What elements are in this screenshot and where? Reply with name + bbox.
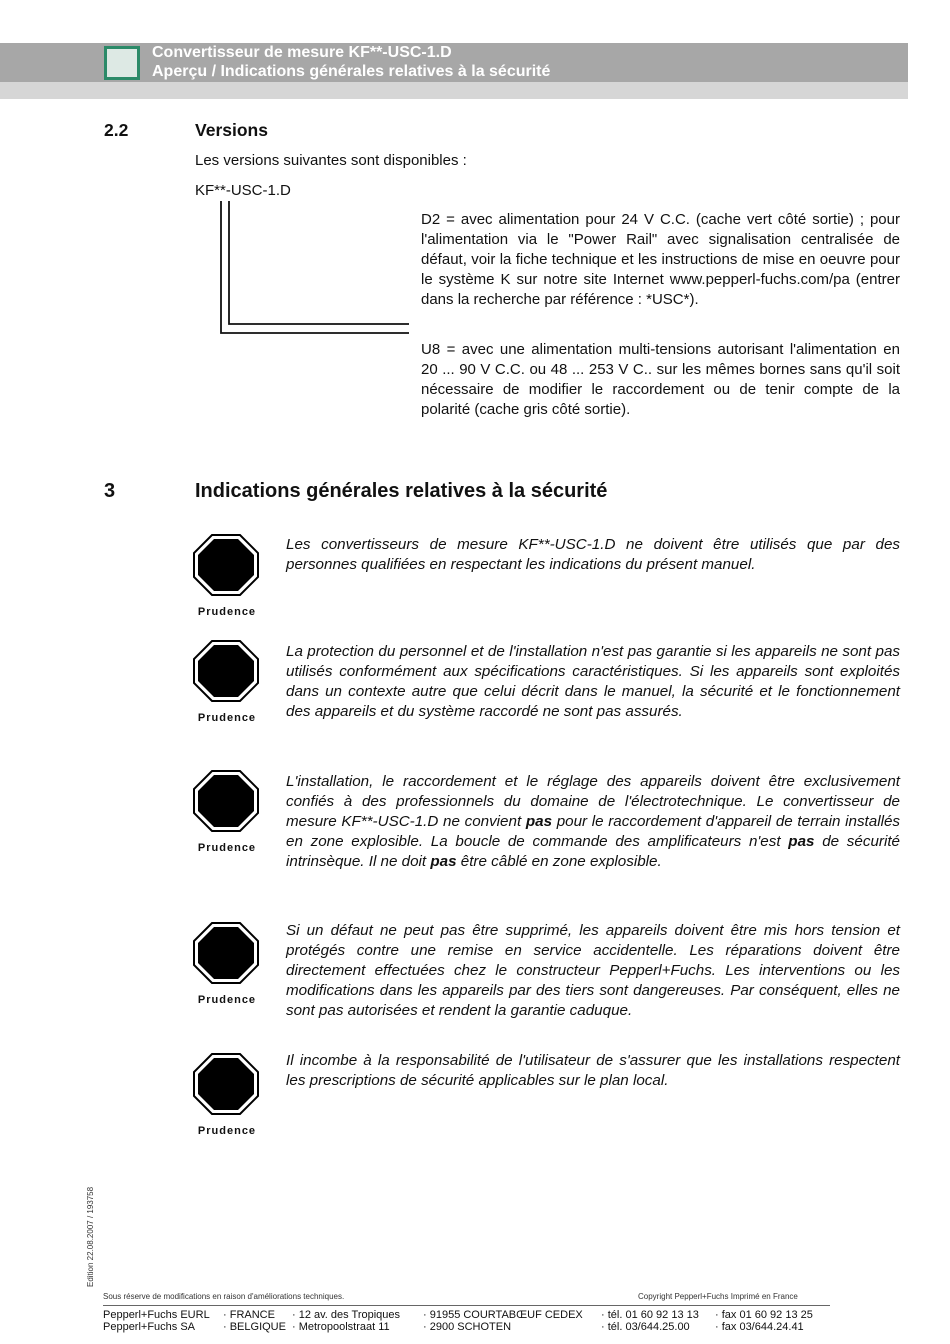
caution-text <box>286 1051 900 1091</box>
footer-phone: · tél. 03/644.25.00 <box>601 1321 690 1333</box>
caution-text <box>286 772 900 872</box>
version-d2-description: D2 = avec alimentation pour 24 V C.C. (cache vert côté sortie) ; pour l'alimentation via le "Power Rail" avec signalisation centralisée de défaut, voir la fiche technique et les instructions de mise en oeuvre pour le système K sur notre site Internet www.pepperl-fuchs.com/pa (entrer dans la recherche par référence : *USC*). <box>421 211 900 309</box>
footer-country: · BELGIQUE <box>223 1321 286 1333</box>
footer-street: · Metropoolstraat 11 <box>292 1321 390 1333</box>
caution-text-segment: Il incombe à la responsabilité de l'utilisateur de s'assurer que les installations respectent les prescriptions de sécurité applicables sur le plan local. <box>286 1052 900 1090</box>
footer-city: · 91955 COURTABŒUF CEDEX <box>423 1309 583 1321</box>
versions-intro: Les versions suivantes sont disponibles : <box>195 152 467 169</box>
footer-phone: · tél. 01 60 92 13 13 <box>601 1309 699 1321</box>
stop-sign-icon <box>193 1053 259 1115</box>
company-logo-square <box>104 46 140 80</box>
header-bar-underline <box>0 82 908 99</box>
version-u8-description: U8 = avec une alimentation multi-tensions autorisant l'alimentation en 20 ... 90 V C.C. ou 48 ... 253 V C.. sur les mêmes bornes sans qu'il soit nécessaire de modifier le raccordement ou de tenir compte de la polarité (cache gris côté sortie). <box>421 341 900 419</box>
footer-notice: Sous réserve de modifications en raison d'améliorations techniques. <box>103 1292 345 1301</box>
header-title-line1: Convertisseur de mesure KF**-USC-1.D <box>152 44 452 61</box>
section-title-safety: Indications générales relatives à la sécurité <box>195 480 608 502</box>
caution-block-icon <box>191 640 259 724</box>
section-number-3: 3 <box>104 480 116 502</box>
caution-text-segment: La protection du personnel et de l'installation n'est pas garantie si les appareils ne sont pas utilisés conformément aux spécifications caractéristiques. Si les appareils sont exploités dans un contexte autre que celui décrit dans le manuel, la sécurité et le fonctionnement des appareils et du système raccordé ne sont pas assurés. <box>286 643 900 721</box>
section-number-2-2: 2.2 <box>104 120 129 140</box>
caution-block-icon <box>191 770 259 854</box>
caution-text-segment: L'installation, le raccordement et le réglage des appareils doivent être exclusivement confiés à des professionnels du domaine de l'électrotechnique. Le convertisseur de mesure KF**-USC-1.D ne convient <box>286 773 900 831</box>
footer-city: · 2900 SCHOTEN <box>423 1321 512 1333</box>
caution-block-icon <box>191 1053 259 1137</box>
edition-note: Edition 22.08.2007 / 193758 <box>86 1186 95 1287</box>
emphasis-text: pas <box>788 833 815 851</box>
stop-sign-icon <box>193 922 259 984</box>
version-bracket-diagram <box>210 200 415 336</box>
caution-text <box>286 921 900 1021</box>
footer-country: · FRANCE <box>223 1309 275 1321</box>
caution-text-segment: de sécurité intrinsèque. Il ne doit <box>286 833 900 871</box>
footer-fax: · fax 03/644.24.41 <box>715 1321 804 1333</box>
document-header <box>152 43 550 81</box>
caution-text <box>286 535 900 575</box>
stop-sign-icon <box>193 640 259 702</box>
caution-text-segment: être câblé en zone explosible. <box>456 853 662 871</box>
caution-text-segment: Si un défaut ne peut pas être supprimé, les appareils doivent être mis hors tension et protégés contre une remise en service accidentelle. Les réparations doivent être directement effectuées chez le constructeur Pepperl+Fuchs. Les interventions ou les modifications dans les appareils par des tiers sont dangereuses. Par conséquent, elles ne sont pas autorisées et rendent la garantie caduque. <box>286 922 900 1020</box>
caution-label: Prudence <box>197 842 257 854</box>
caution-block-icon <box>191 922 259 1006</box>
caution-text <box>286 642 900 722</box>
footer-copyright: Copyright Pepperl+Fuchs Imprimé en France <box>638 1292 798 1301</box>
emphasis-text: pas <box>430 853 457 871</box>
caution-label: Prudence <box>197 994 257 1006</box>
model-code: KF**-USC-1.D <box>195 182 291 199</box>
caution-label: Prudence <box>197 712 257 724</box>
stop-sign-icon <box>193 770 259 832</box>
caution-label: Prudence <box>197 1125 257 1137</box>
footer-fax: · fax 01 60 92 13 25 <box>715 1309 813 1321</box>
footer-street: · 12 av. des Tropiques <box>292 1309 401 1321</box>
caution-text-segment: pour le raccordement d'appareil de terrain installés en zone explosible. La boucle de commande des amplificateurs n'est <box>286 813 900 851</box>
section-title-versions: Versions <box>195 120 268 140</box>
caution-text-segment: Les convertisseurs de mesure KF**-USC-1.D ne doivent être utilisés que par des personnes qualifiées en respectant les indications du présent manuel. <box>286 536 900 574</box>
stop-sign-icon <box>193 534 259 596</box>
header-title-line2: Aperçu / Indications générales relatives à la sécurité <box>152 63 551 80</box>
footer-company: Pepperl+Fuchs SA <box>103 1321 196 1333</box>
footer-company: Pepperl+Fuchs EURL <box>103 1309 210 1321</box>
emphasis-text: pas <box>525 813 553 831</box>
caution-block-icon <box>191 534 259 618</box>
footer-divider <box>103 1305 830 1306</box>
caution-label: Prudence <box>197 606 257 618</box>
